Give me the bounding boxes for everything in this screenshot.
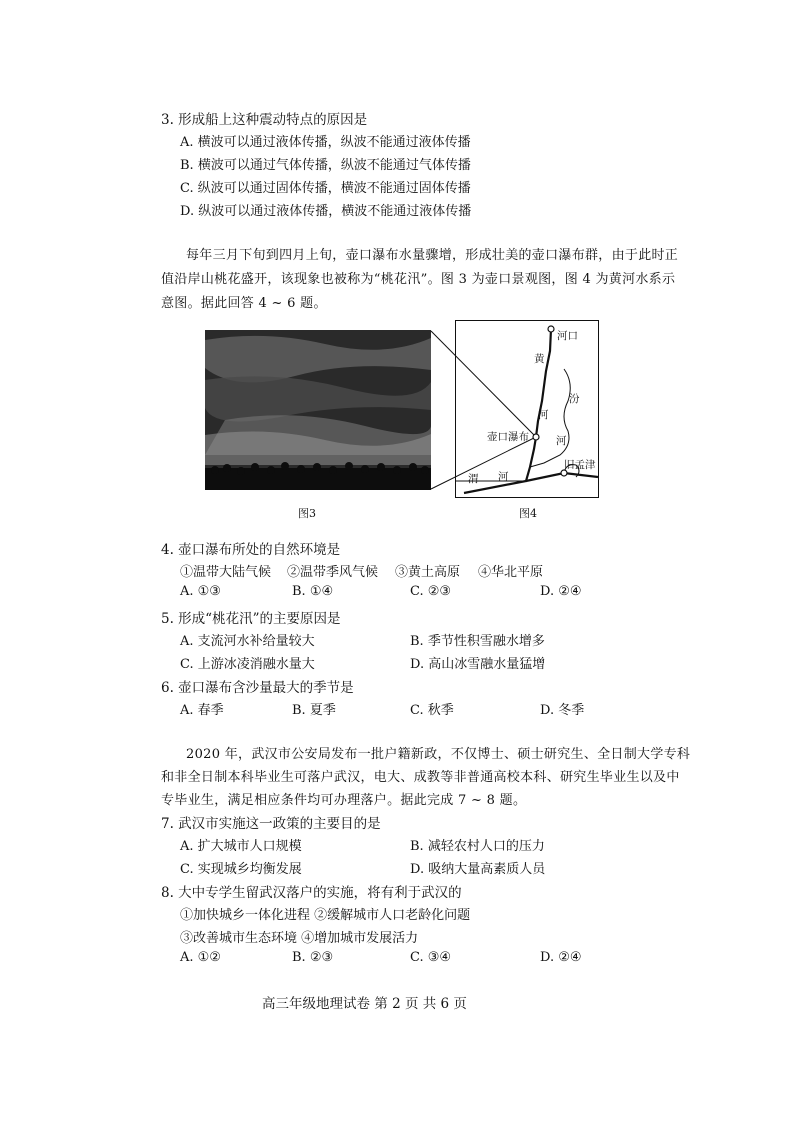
q8-option-d: D. ②④ xyxy=(540,950,582,965)
passage1-line3: 意图。据此回答 4 ~ 6 题。 xyxy=(161,296,327,311)
map-label-huang: 黄 xyxy=(534,353,545,365)
map-label-he3: 河 xyxy=(498,471,509,483)
q6-option-a: A. 春季 xyxy=(180,703,224,718)
q4-item-2: ②温带季风气候 xyxy=(287,565,379,580)
map-label-he2: 河 xyxy=(556,435,567,447)
q3-option-a: A. 横波可以通过液体传播，纵波不能通过液体传播 xyxy=(180,135,471,150)
map-label-fen: 汾 xyxy=(569,393,580,405)
q3-option-b: B. 横波可以通过气体传播，纵波不能通过气体传播 xyxy=(180,158,471,173)
q7-stem: 7. 武汉市实施这一政策的主要目的是 xyxy=(161,816,381,832)
q8-items-line2: ③改善城市生态环境 ④增加城市发展活力 xyxy=(180,931,419,946)
passage2-line1: 2020 年，武汉市公安局发布一批户籍新政，不仅博士、硕士研究生、全日制大学专科 xyxy=(186,747,691,762)
q7-option-b: B. 减轻农村人口的压力 xyxy=(410,839,545,854)
passage2-line2: 和非全日制本科毕业生可落户武汉，电大、成教等非普通高校本科、研究生毕业生以及中 xyxy=(161,770,680,785)
q4-option-c: C. ②③ xyxy=(410,584,452,599)
q5-option-a: A. 支流河水补给量较大 xyxy=(180,634,315,649)
map-label-jiumengjin: 旧孟津 xyxy=(564,459,596,471)
q3-option-d: D. 纵波可以通过液体传播，横波不能通过液体传播 xyxy=(180,204,472,219)
yellow-river-map xyxy=(455,320,599,498)
q4-item-4: ④华北平原 xyxy=(478,565,544,580)
q4-option-b: B. ①④ xyxy=(292,584,334,599)
q3-option-c: C. 纵波可以通过固体传播，横波不能通过固体传播 xyxy=(180,181,471,196)
map-label-hukou: 壶口瀑布 xyxy=(487,431,529,443)
q4-option-a: A. ①③ xyxy=(180,584,221,599)
q4-stem: 4. 壶口瀑布所处的自然环境是 xyxy=(161,542,341,558)
q8-option-a: A. ①② xyxy=(180,950,221,965)
fig3-caption: 图3 xyxy=(298,507,316,520)
q6-option-b: B. 夏季 xyxy=(292,703,336,718)
page-footer: 高三年级地理试卷 第 2 页 共 6 页 xyxy=(262,996,467,1012)
map-label-he1: 河 xyxy=(538,409,549,421)
fig4-caption: 图4 xyxy=(519,507,537,520)
passage1-line1: 每年三月下旬到四月上旬，壶口瀑布水量骤增，形成壮美的壶口瀑布群，由于此时正 xyxy=(186,248,679,263)
hukou-marker-icon xyxy=(533,434,539,440)
q8-option-b: B. ②③ xyxy=(292,950,334,965)
q3-stem: 3. 形成船上这种震动特点的原因是 xyxy=(161,112,368,128)
hekou-marker-icon xyxy=(548,326,554,332)
q4-item-1: ①温带大陆气候 xyxy=(180,565,272,580)
q6-option-d: D. 冬季 xyxy=(540,703,585,718)
map-label-hekou: 河口 xyxy=(557,330,578,342)
map-label-wei: 渭 xyxy=(468,473,479,485)
passage1-line2: 值沿岸山桃花盛开，该现象也被称为“桃花汛”。图 3 为壶口景观图，图 4 为黄河水系示 xyxy=(161,272,676,287)
q5-stem: 5. 形成“桃花汛”的主要原因是 xyxy=(161,611,341,627)
q8-stem: 8. 大中专学生留武汉落户的实施，将有利于武汉的 xyxy=(161,885,462,901)
q5-option-b: B. 季节性积雪融水增多 xyxy=(410,634,545,649)
q7-option-c: C. 实现城乡均衡发展 xyxy=(180,862,302,877)
q8-items-line1: ①加快城乡一体化进程 ②缓解城市人口老龄化问题 xyxy=(180,908,471,923)
q5-option-c: C. 上游冰凌消融水量大 xyxy=(180,657,315,672)
q6-option-c: C. 秋季 xyxy=(410,703,454,718)
q4-item-3: ③黄土高原 xyxy=(395,565,461,580)
q4-option-d: D. ②④ xyxy=(540,584,582,599)
q7-option-a: A. 扩大城市人口规模 xyxy=(180,839,302,854)
q5-option-d: D. 高山冰雪融水量猛增 xyxy=(410,657,546,672)
passage2-line3: 专毕业生，满足相应条件均可办理落户。据此完成 7 ~ 8 题。 xyxy=(161,793,527,808)
q6-stem: 6. 壶口瀑布含沙量最大的季节是 xyxy=(161,680,354,696)
q8-option-c: C. ③④ xyxy=(410,950,452,965)
q7-option-d: D. 吸纳大量高素质人员 xyxy=(410,862,546,877)
